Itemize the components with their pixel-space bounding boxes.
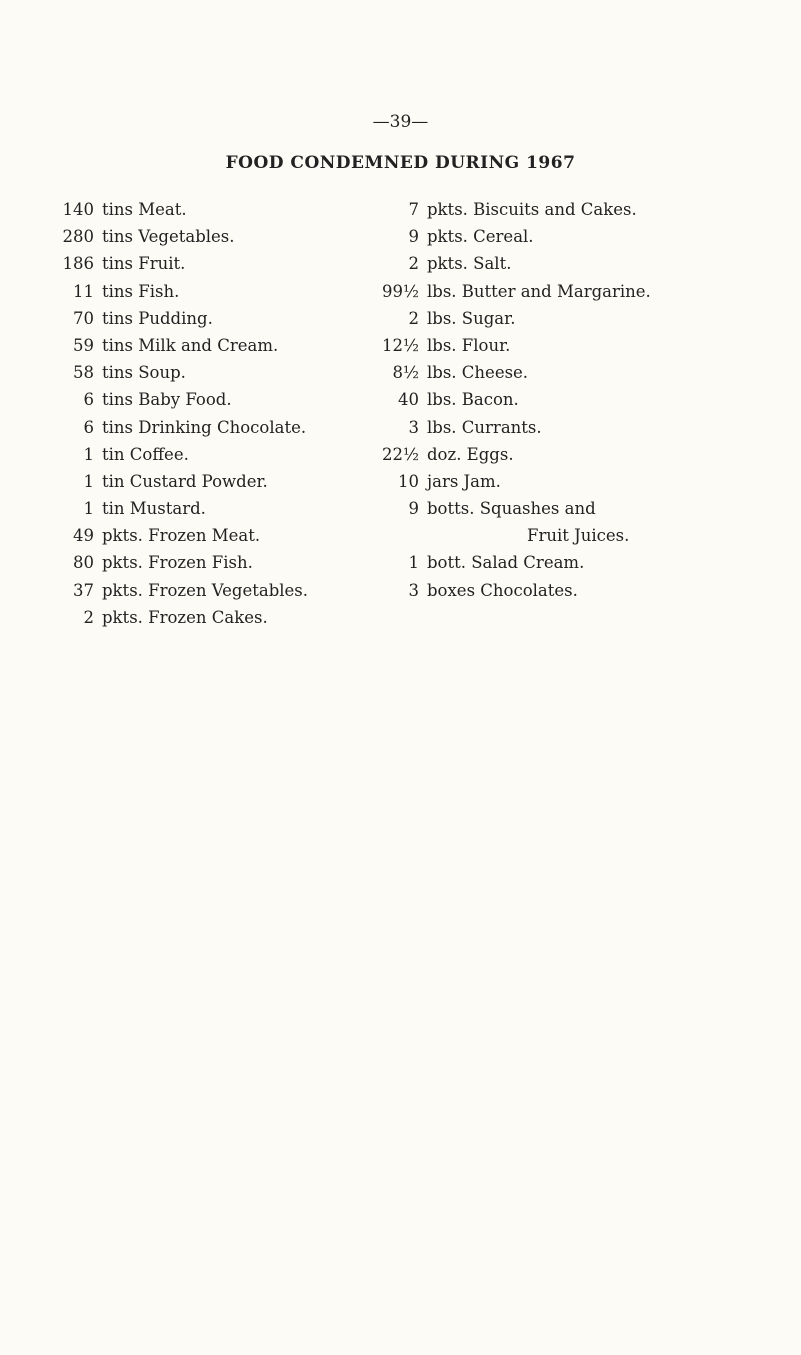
item-quantity: 7 <box>408 200 419 219</box>
list-item <box>380 196 795 223</box>
list-item <box>60 223 390 250</box>
item-quantity: 9 <box>408 499 419 519</box>
item-description: tin Custard Powder. <box>102 471 268 491</box>
left-column-list <box>60 196 390 631</box>
list-item <box>380 386 795 413</box>
item-description: tins Vegetables. <box>102 227 235 247</box>
list-item <box>380 577 795 604</box>
item-description: pkts. Frozen Vegetables. <box>102 580 309 600</box>
list-item <box>380 549 795 576</box>
list-item <box>60 332 390 359</box>
list-item <box>380 250 795 277</box>
item-description: lbs. Cheese. <box>427 363 529 383</box>
item-description: pkts. Frozen Meat. <box>102 526 261 546</box>
item-description: tins Meat. <box>102 200 187 219</box>
item-description: lbs. Flour. <box>427 335 511 355</box>
item-quantity: 2 <box>408 254 419 274</box>
list-item <box>380 359 795 386</box>
item-quantity: 3 <box>408 580 419 600</box>
item-description: tins Fish. <box>102 281 180 301</box>
list-item <box>60 522 390 549</box>
page-title: FOOD CONDEMNED DURING 1967 <box>225 153 576 173</box>
list-item <box>60 604 390 631</box>
item-quantity: 22½ <box>382 444 419 464</box>
item-quantity <box>380 522 419 549</box>
item-quantity: 140 <box>62 200 94 219</box>
list-item <box>60 359 390 386</box>
item-quantity: 1 <box>408 553 419 573</box>
item-quantity: 9 <box>408 227 419 247</box>
list-item <box>380 495 795 522</box>
list-item <box>60 414 390 441</box>
list-item <box>60 577 390 604</box>
item-quantity: 58 <box>73 363 94 383</box>
list-item <box>380 441 795 468</box>
item-quantity: 59 <box>73 335 94 355</box>
item-description: tins Pudding. <box>102 308 213 328</box>
list-item <box>60 495 390 522</box>
item-description: lbs. Currants. <box>427 417 542 437</box>
list-item <box>380 332 795 359</box>
item-quantity: 3 <box>408 417 419 437</box>
item-description: tins Fruit. <box>102 254 186 274</box>
item-description: pkts. Frozen Cakes. <box>102 607 268 627</box>
item-description: botts. Squashes and <box>427 499 596 519</box>
list-item <box>60 196 390 223</box>
item-quantity: 6 <box>83 390 94 410</box>
item-quantity: 12½ <box>382 335 419 355</box>
list-item <box>60 468 390 495</box>
item-description: pkts. Salt. <box>427 254 512 274</box>
item-description: lbs. Butter and Margarine. <box>427 281 651 301</box>
list-item <box>60 250 390 277</box>
item-description: tins Drinking Chocolate. <box>102 417 307 437</box>
item-description: pkts. Cereal. <box>427 227 534 247</box>
item-quantity: 49 <box>73 526 94 546</box>
list-item <box>60 441 390 468</box>
item-quantity: 2 <box>83 607 94 627</box>
item-description: boxes Chocolates. <box>427 580 578 600</box>
item-description: pkts. Biscuits and Cakes. <box>427 200 637 219</box>
item-quantity: 186 <box>62 254 94 274</box>
item-description: lbs. Sugar. <box>427 308 516 328</box>
item-description: tin Coffee. <box>102 444 189 464</box>
list-item <box>60 386 390 413</box>
item-description: jars Jam. <box>427 471 501 491</box>
item-description: tins Baby Food. <box>102 390 232 410</box>
list-item <box>60 278 390 305</box>
item-quantity: 6 <box>83 417 94 437</box>
item-quantity: 1 <box>83 444 94 464</box>
item-description: tins Milk and Cream. <box>102 335 279 355</box>
item-quantity: 280 <box>62 227 94 247</box>
list-item <box>380 414 795 441</box>
list-item <box>60 305 390 332</box>
item-quantity: 1 <box>83 499 94 519</box>
item-quantity: 70 <box>73 308 94 328</box>
item-quantity: 8½ <box>392 363 419 383</box>
item-quantity: 10 <box>398 471 419 491</box>
item-description: tin Mustard. <box>102 499 206 519</box>
item-description: Fruit Juices. <box>527 526 630 546</box>
item-quantity: 2 <box>408 308 419 328</box>
item-description: doz. Eggs. <box>427 444 514 464</box>
item-description: bott. Salad Cream. <box>427 553 585 573</box>
right-column-list <box>380 196 795 604</box>
list-item-continuation <box>380 522 795 549</box>
item-quantity: 11 <box>73 281 94 301</box>
item-quantity: 37 <box>73 580 94 600</box>
item-description: tins Soup. <box>102 363 186 383</box>
list-item <box>380 223 795 250</box>
item-description: pkts. Frozen Fish. <box>102 553 253 573</box>
list-item <box>60 549 390 576</box>
item-quantity: 40 <box>398 390 419 410</box>
list-item <box>380 305 795 332</box>
item-quantity: 80 <box>73 553 94 573</box>
item-quantity: 99½ <box>382 281 419 301</box>
item-description: lbs. Bacon. <box>427 390 519 410</box>
page-number: —39— <box>372 112 429 132</box>
list-item <box>380 278 795 305</box>
list-item <box>380 468 795 495</box>
item-quantity: 1 <box>83 471 94 491</box>
